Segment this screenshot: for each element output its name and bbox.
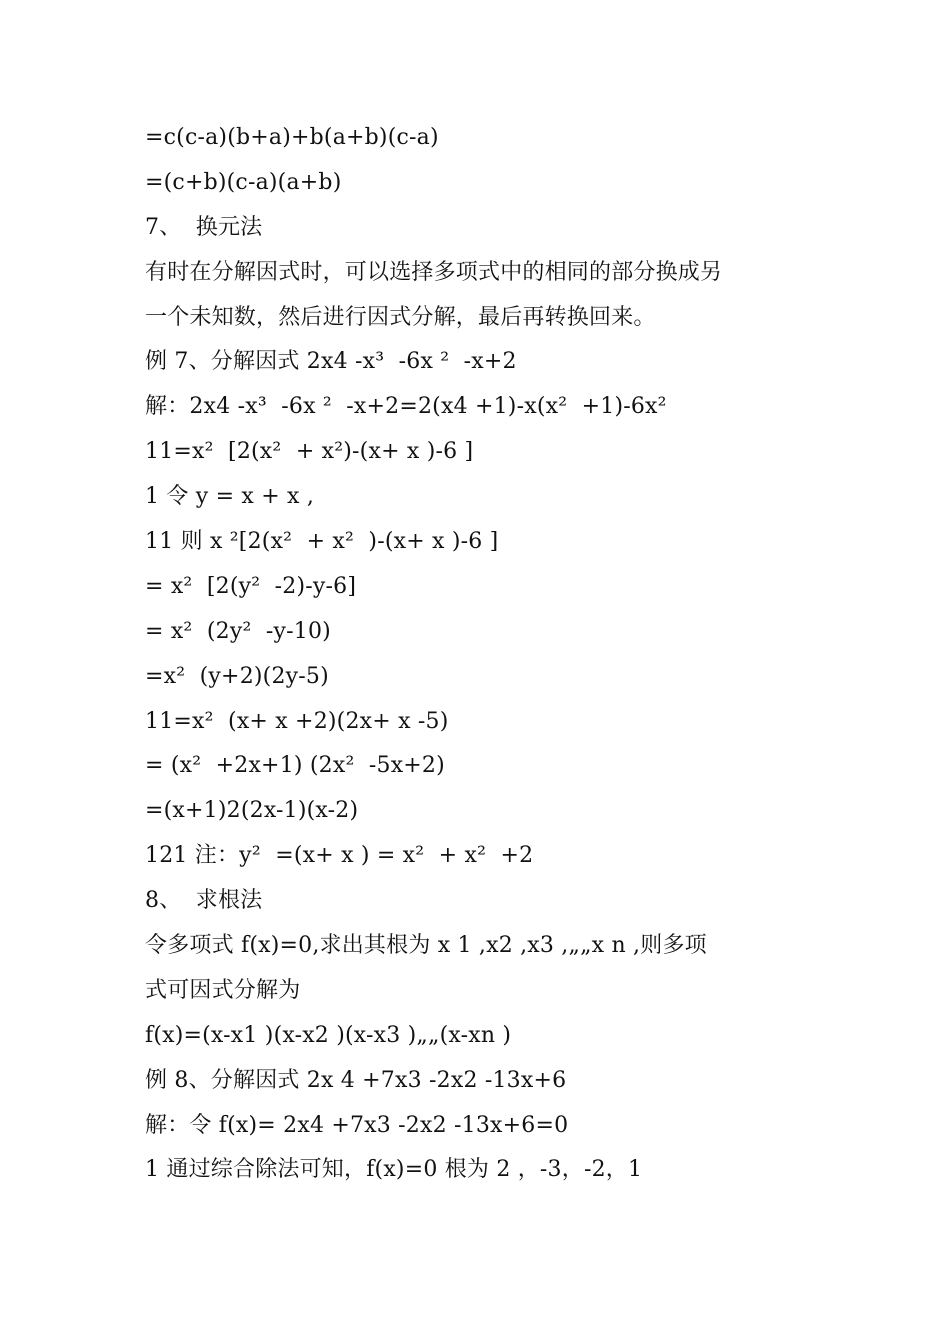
paragraph-line: 1 通过综合除法可知，f(x)=0 根为 2 ，-3，-2，1	[145, 1157, 643, 1183]
example-title: 例 7、分解因式 2x4 -x³ -6x ² -x+2	[145, 349, 517, 375]
equation-line: 11=x² (x+ x +2)(2x+ x -5)	[145, 708, 449, 734]
equation-line: =(c+b)(c-a)(a+b)	[145, 169, 342, 195]
paragraph-line: 式可因式分解为	[145, 977, 301, 1003]
document-body	[145, 116, 825, 1193]
equation-line: f(x)=(x-x1 )(x-x2 )(x-x3 )„„(x-xn )	[145, 1022, 512, 1048]
section-heading: 7、 换元法	[145, 214, 263, 240]
section-heading: 8、 求根法	[145, 888, 263, 914]
equation-line: = x² (2y² -y-10)	[145, 618, 331, 644]
equation-line: =x² (y+2)(2y-5)	[145, 663, 329, 689]
solution-line: 解：令 f(x)= 2x4 +7x3 -2x2 -13x+6=0	[145, 1112, 569, 1138]
equation-line: =(x+1)2(2x-1)(x-2)	[145, 798, 359, 824]
equation-line: =c(c-a)(b+a)+b(a+b)(c-a)	[145, 125, 439, 150]
paragraph-line: 一个未知数，然后进行因式分解，最后再转换回来。	[145, 304, 656, 330]
paragraph-line: 令多项式 f(x)=0,求出其根为 x 1 ,x2 ,x3 ,„„x n ,则多项	[145, 933, 707, 959]
example-title: 例 8、分解因式 2x 4 +7x3 -2x2 -13x+6	[145, 1067, 567, 1093]
equation-line: = (x² +2x+1) (2x² -5x+2)	[145, 753, 445, 779]
solution-line: 解：2x4 -x³ -6x ² -x+2=2(x4 +1)-x(x² +1)-6x²	[145, 394, 667, 420]
equation-line: 11 则 x ²[2(x² + x² )-(x+ x )-6 ]	[145, 529, 499, 555]
equation-line: 1 令 y = x + x ,	[145, 484, 315, 510]
note-line: 121 注：y² =(x+ x ) = x² + x² +2	[145, 843, 534, 869]
equation-line: 11=x² [2(x² + x²)-(x+ x )-6 ]	[145, 439, 474, 465]
equation-line: = x² [2(y² -2)-y-6]	[145, 573, 357, 599]
paragraph-line: 有时在分解因式时，可以选择多项式中的相同的部分换成另	[145, 259, 723, 285]
